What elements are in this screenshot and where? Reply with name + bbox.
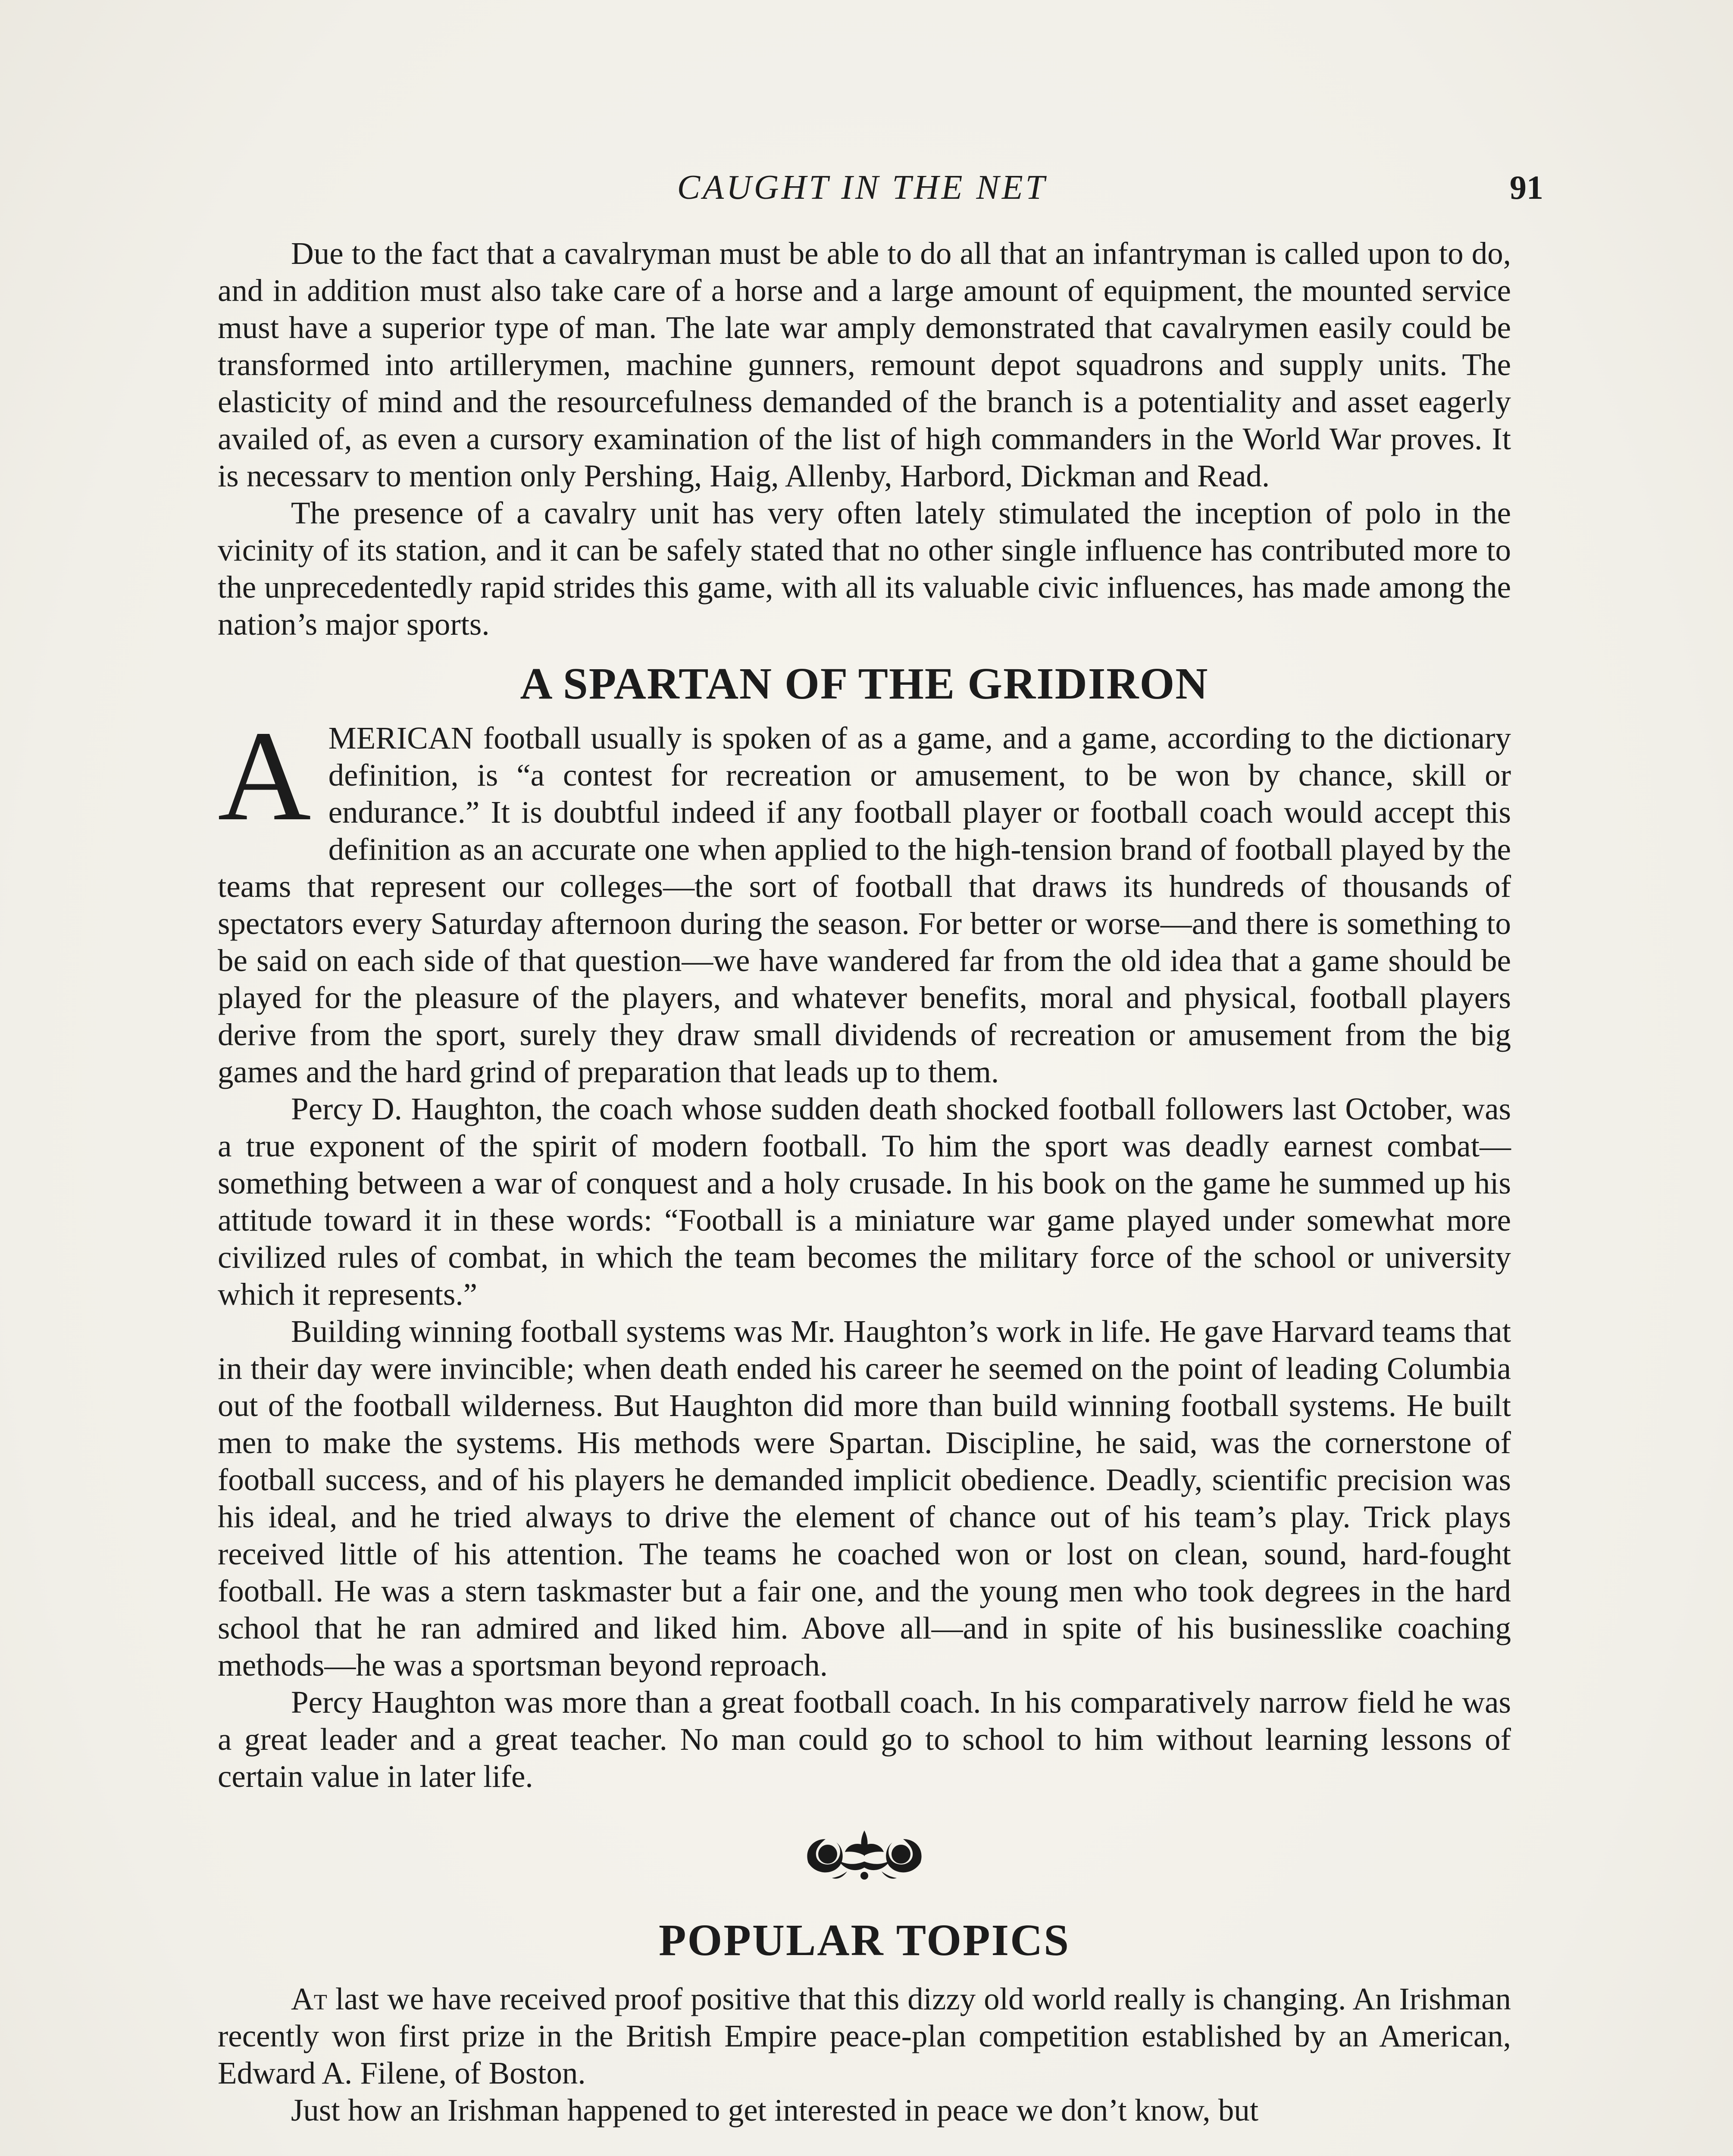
running-title: CAUGHT IN THE NET [677,169,1048,207]
topics-lead-small-caps: At [291,1981,327,2016]
running-head [218,164,1543,211]
page-number: 91 [1510,169,1543,206]
spartan-paragraph-3: Building winning football systems was Mr. Haughton’s work in life. He gave Harvard teams that in their day were invincible; when death ended his career he seemed on the point of leading Columbia out of the football wilderness. But Haughton did more than build winning football systems. He built men to make the systems. His methods were Spartan. Discipline, he said, was the cornerstone of football success, and of his players he demanded implicit obedience. Deadly, scientific precision was his ideal, and he tried always to drive the element of chance out of his team’s play. Trick plays received little of his attention. The teams he coached won or lost on clean, sound, hard-fought football. He was a stern taskmaster but a fair one, and the young men who took degrees in the hard school that he ran admired and liked him. Above all—and in spite of his businesslike coaching methods—he was a sportsman beyond reproach. [218,1314,1511,1683]
spartan-lead-paragraph [218,704,1511,1091]
topics-lead-text: last we have received proof positive that this dizzy old world really is changing. An Irishman recently won first prize in the British Empire peace-plan competition established by an American, Edward A. Filene, of Boston. [218,1981,1511,2090]
spartan-paragraph-4: Percy Haughton was more than a great football coach. In his comparatively narrow field he was a great leader and a great teacher. No man could go to school to him without learning lessons of certain value in later life. [218,1685,1511,1794]
article-heading-topics: POPULAR TOPICS [658,1915,1070,1965]
topics-paragraph-2: Just how an Irishman happened to get interested in peace we don’t know, but [291,2093,1259,2128]
article-heading-spartan: A SPARTAN OF THE GRIDIRON [520,659,1209,708]
topics-paragraph-1 [218,1981,1511,2092]
floral-ornament-icon [795,1822,933,1904]
page-content [218,235,1511,2129]
cavalry-paragraph-1: Due to the fact that a cavalryman must be able to do all that an infantryman is called upon to do, and in addition must also take care of a horse and a large amount of equipment, the mounted service must have a superior type of man. The late war amply demonstrated that cavalrymen easily could be transformed into artillerymen, machine gunners, remount depot squadrons and supply units. The elasticity of mind and the resourcefulness demanded of the branch is a potentiality and asset eagerly availed of, as even a cursory examination of the list of high commanders in the World War proves. It is necessarv to mention only Pershing, Haig, Allenby, Harbord, Dickman and Read. [218,236,1511,493]
cavalry-paragraph-2: The presence of a cavalry unit has very often lately stimulated the inception of polo in the vicinity of its station, and it can be safely stated that no other single influence has contributed more to the unprecedentedly rapid strides this game, with all its valuable civic influences, has made among the nation’s major sports. [218,495,1511,642]
drop-cap: A [218,704,311,847]
spartan-paragraph-2: Percy D. Haughton, the coach whose sudden death shocked football followers last October, was a true exponent of the spirit of modern football. To him the sport was deadly earnest combat—something between a war of conquest and a holy crusade. In his book on the game he summed up his attitude toward it in these words: “Football is a miniature war game played under somewhat more civilized rules of combat, in which the team becomes the military force of the school or university which it represents.” [218,1091,1511,1312]
spartan-lead-text: MERICAN football usually is spoken of as a game, and a game, according to the dictionary definition, is “a contest for recreation or amusement, to be won by chance, skill or endurance.” It is doubtful indeed if any football player or football coach would accept this definition as an accurate one when applied to the high-tension brand of football played by the teams that represent our colleges—the sort of football that draws its hundreds of thousands of spectators every Saturday afternoon during the season. For better or worse—and there is something to be said on each side of that question—we have wandered far from the old idea that a game should be played for the pleasure of the players, and whatever benefits, moral and physical, football players derive from the sport, surely they draw small dividends of recreation or amusement from the big games and the hard grind of preparation that leads up to them. [218,721,1511,1089]
